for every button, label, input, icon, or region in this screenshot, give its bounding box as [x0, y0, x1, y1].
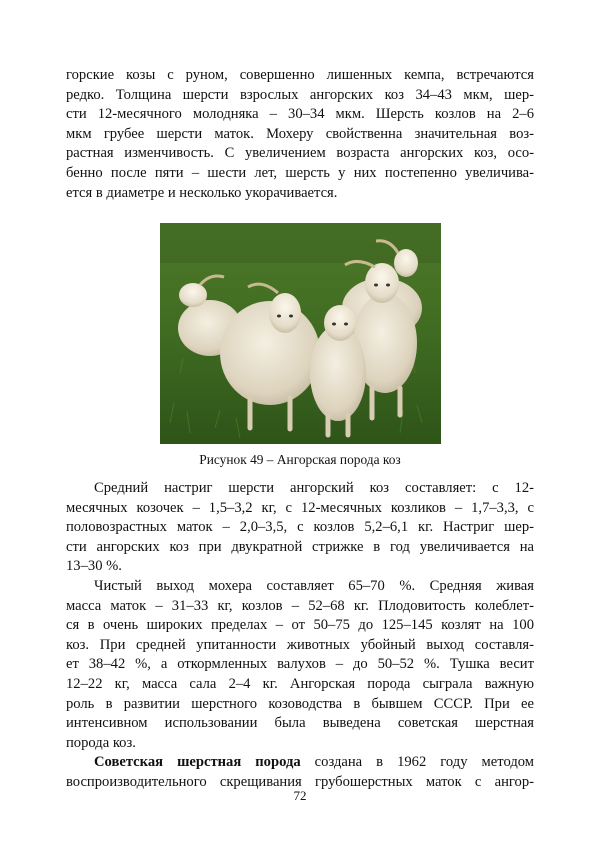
text-line: ся в очень широких пределах – от 50–75 до 125–145 козлят на 100: [66, 617, 534, 634]
text-line: горские козы с руном, совершенно лишенных кемпа, встречаются: [66, 67, 534, 83]
text-line: Чистый выход мохера составляет 65–70 %. Средняя живая: [94, 578, 534, 594]
figure-caption: Рисунок 49 – Ангорская порода коз: [199, 452, 401, 467]
text-line: масса маток – 31–33 кг, козлов – 52–68 кг. Плодовитость колеблет-: [66, 597, 534, 614]
breed-name: Советская шерстная порода: [94, 754, 301, 770]
text-line: ется в диаметре и несколько укорачивается.: [66, 184, 338, 201]
text-line: порода коз.: [66, 734, 136, 751]
text-line: коз. При средней упитанности животных убойный выход составля-: [66, 636, 534, 653]
text-line: мкм грубее шерсти маток. Мохеру свойственна значительная воз-: [66, 125, 534, 142]
text-line: ет 38–42 %, а откормленных валухов – до 50–52 %. Тушка весит: [66, 656, 534, 673]
text-line: Средний настриг шерсти ангорский коз составляет: с 12-: [94, 480, 534, 496]
text-line: бенно после пяти – шести лет, шерсть у них постепенно увеличива-: [66, 164, 534, 181]
lead-rest: создана в 1962 году методом: [300, 754, 534, 770]
text-line: месячных козочек – 1,5–3,2 кг, с 12-месячных козликов – 1,7–3,3, с: [66, 499, 534, 516]
text-line: сти 12-месячного молодняка – 30–34 мкм. Шерсть козлов на 2–6: [66, 106, 534, 123]
text-line: 13–30 %.: [66, 558, 122, 575]
text-line: сти ангорских коз при двукратной стрижке в год увеличивается на: [66, 538, 534, 555]
angora-goats-photo: [160, 223, 441, 444]
top-paragraph: [66, 66, 534, 203]
text-line: интенсивном использовании была выведена советская шерстная: [66, 715, 534, 732]
text-line: [66, 753, 534, 773]
page-number: 72: [293, 788, 307, 803]
paragraph-yield: [66, 479, 534, 577]
text-line: 12–22 кг, масса сала 2–4 кг. Ангорская порода сыграла важную: [66, 675, 534, 692]
text-line: растная изменчивость. С увеличением возраста ангорских коз, осо-: [66, 145, 534, 162]
text-line: редко. Толщина шерсти взрослых ангорских коз 34–43 мкм, шер-: [66, 86, 534, 103]
text-line: воспроизводительного скрещивания грубошерстных маток с ангор-: [66, 773, 534, 790]
text-line: половозрастных маток – 2,0–3,5, с козлов 5,2–6,1 кг. Настриг шер-: [66, 519, 534, 536]
paragraph-mohair: [66, 577, 534, 753]
paragraph-soviet-breed: [66, 753, 534, 792]
text-line: роль в развитии шерстного козоводства в бывшем СССР. При ее: [66, 695, 534, 712]
